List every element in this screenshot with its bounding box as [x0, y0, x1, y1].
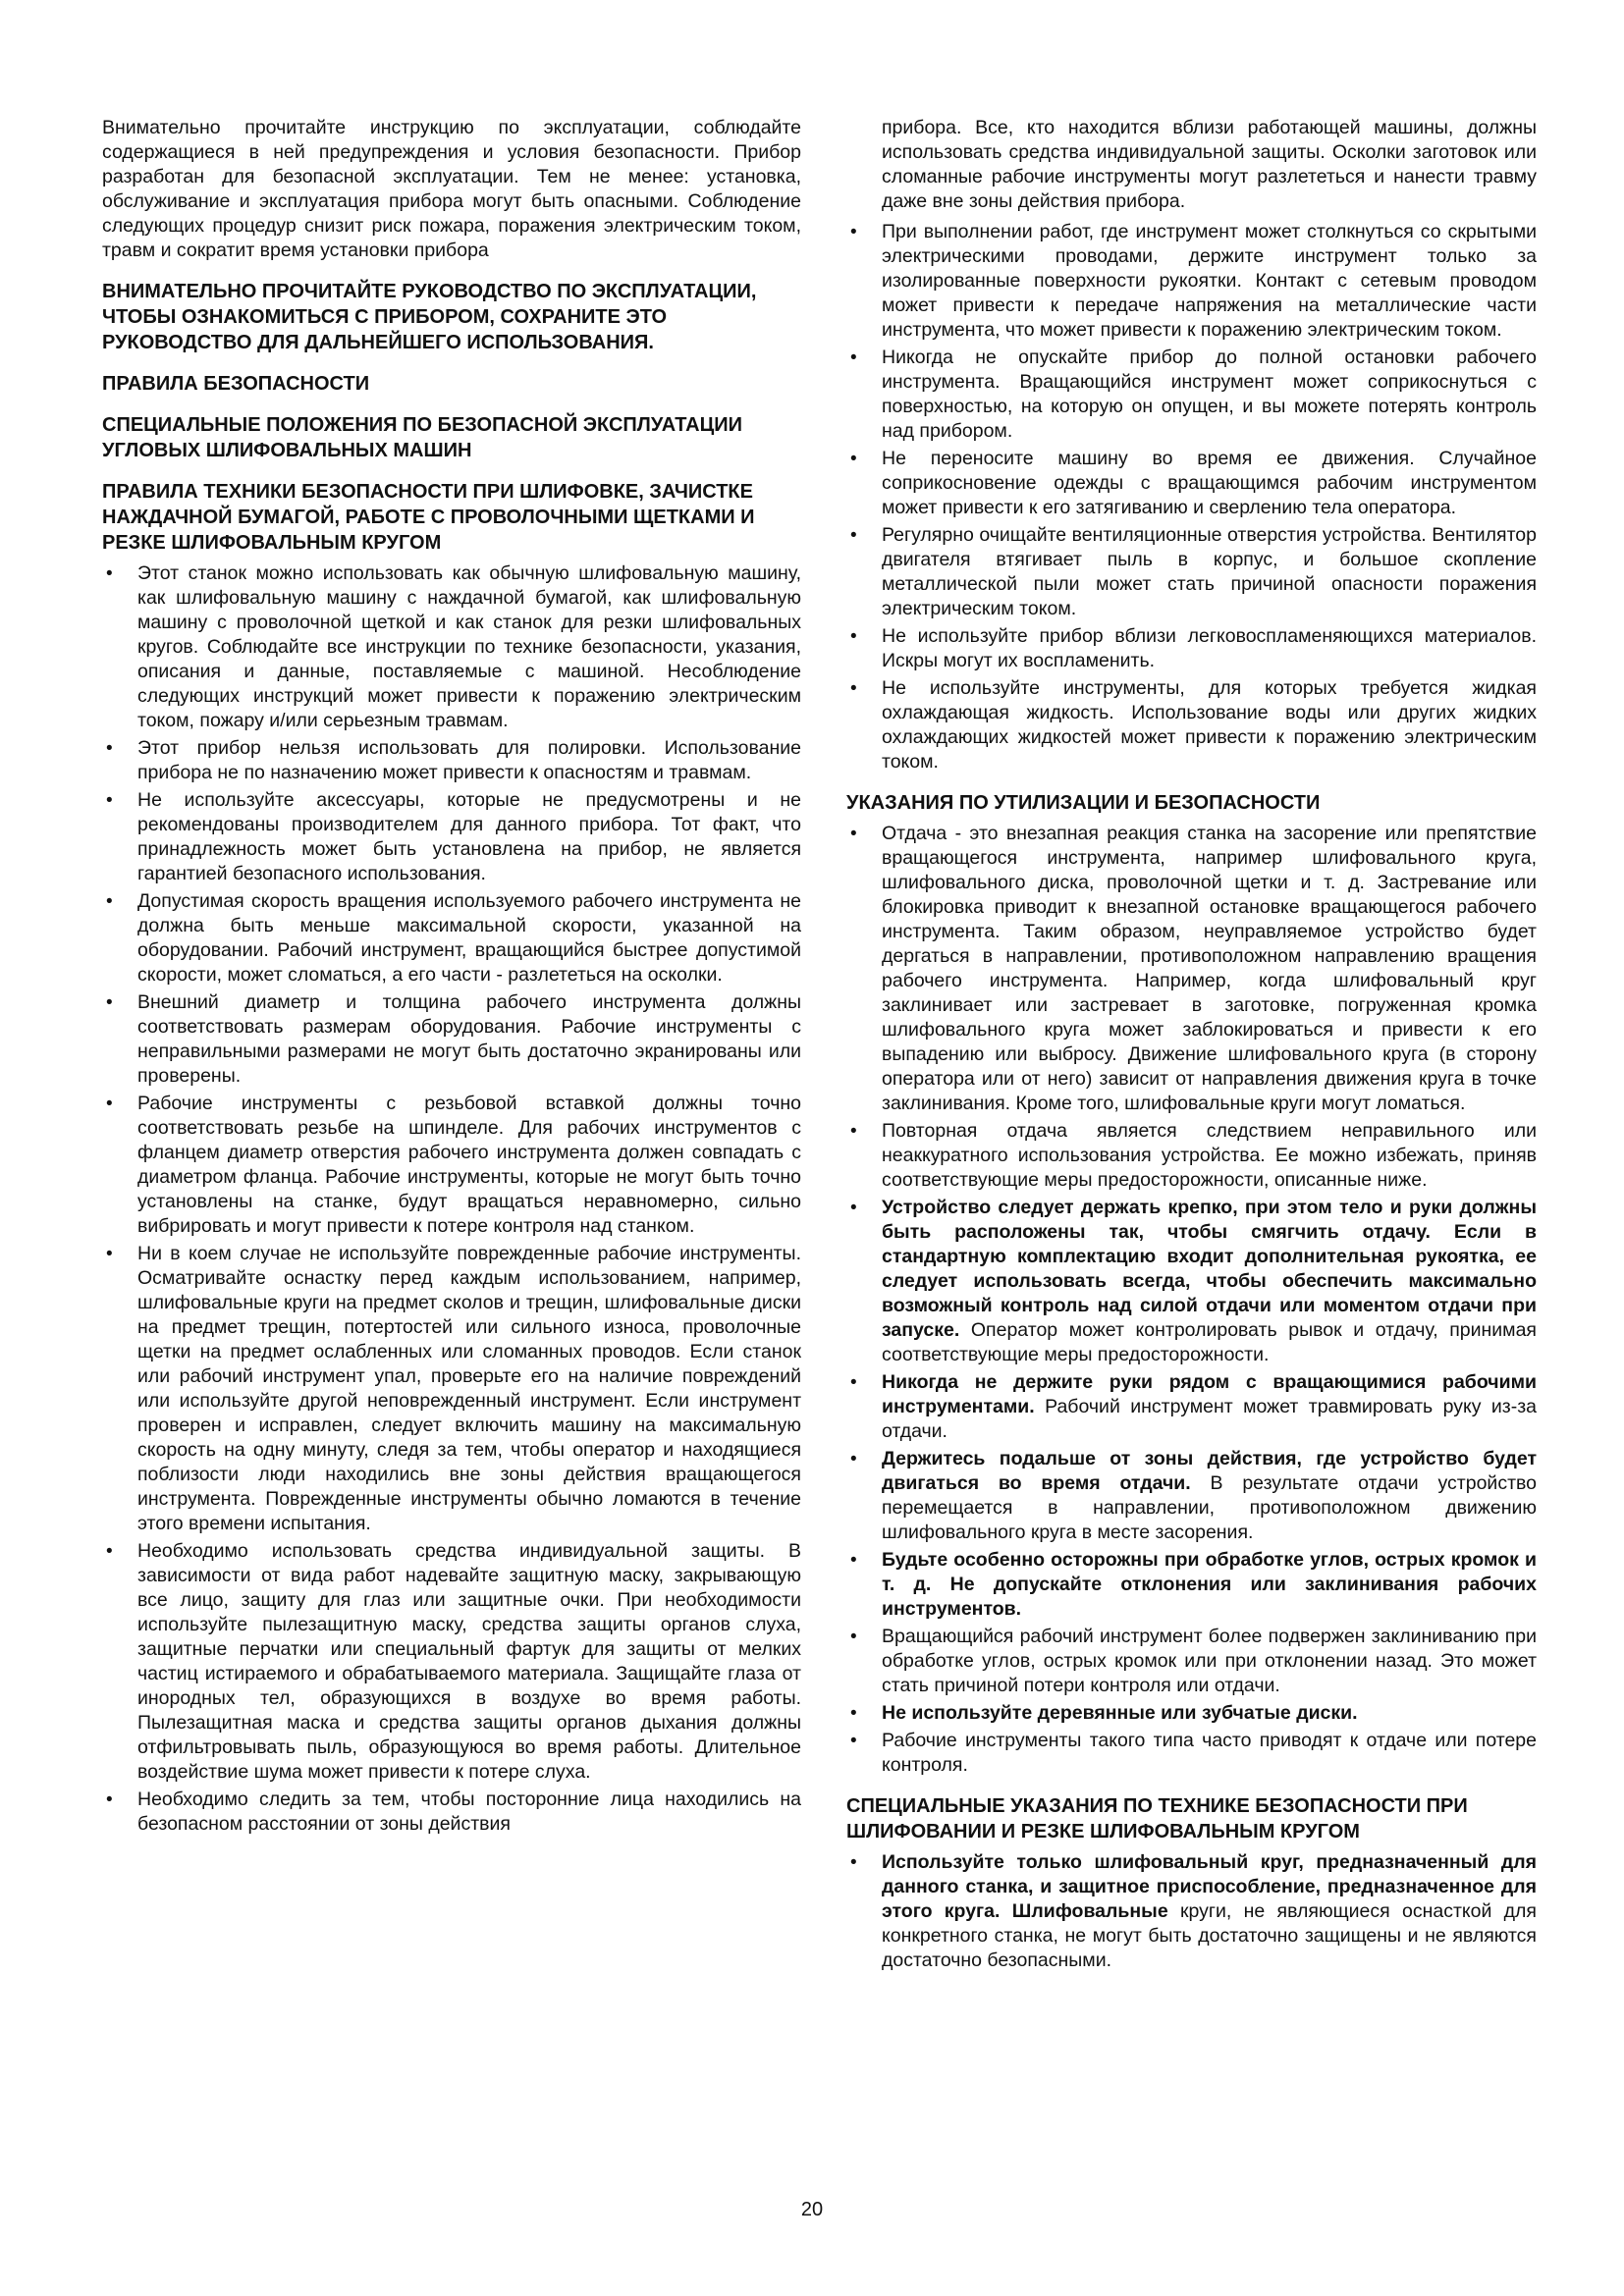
right-bullet-list-c	[846, 1850, 1537, 1973]
list-item: • Рабочие инструменты с резьбовой вставкой должны точно соответствовать резьбе на шпинделе. Для рабочих инструментов с фланцем диаметр отверстия рабочего инструмента должен совпадать с диаметром фланца. Рабочие инструменты, которые не могут быть точно установлены на станке, будут вращаться неравномерно, сильно вибрировать и могут привести к потере контроля над станком.	[102, 1092, 801, 1239]
list-item: • Не переносите машину во время ее движения. Случайное соприкосновение одежды с вращающимся рабочим инструментом может привести к его затягиванию и сверлению тела оператора.	[846, 447, 1537, 520]
list-item: • Этот станок можно использовать как обычную шлифовальную машину, как шлифовальную машину с наждачной бумагой, как шлифовальную машину с проволочной щеткой и как станок для резки шлифовальных кругов. Соблюдайте все инструкции по технике безопасности, указания, описания и данные, поставляемые с машиной. Несоблюдение следующих инструкций может привести к поражению электрическим током, пожару и/или серьезным травмам.	[102, 561, 801, 733]
list-item: • Не используйте инструменты, для которых требуется жидкая охлаждающая жидкость. Использование воды или других жидких охлаждающих жидкостей может привести к поражению электрическим током.	[846, 676, 1537, 774]
intro-paragraph: Внимательно прочитайте инструкцию по эксплуатации, соблюдайте содержащиеся в ней предупреждения и условия безопасности. Прибор разработан для безопасной эксплуатации. Тем не менее: установка, обслуживание и эксплуатация прибора могут быть опасными. Соблюдение следующих процедур снизит риск пожара, поражения электрическим током, травм и сократит время установки прибора	[102, 117, 801, 261]
list-item: • Не используйте аксессуары, которые не предусмотрены и не рекомендованы производителем для данного прибора. Тот факт, что принадлежность может быть установлена на прибор, не является гарантией безопасного использования.	[102, 788, 801, 886]
bold-text: Используйте только шлифовальный круг, предназначенный для данного станка, и защитное приспособление, предназначенное для этого круга. Шлифовальные	[882, 1851, 1537, 1922]
bold-text: Держитесь подальше от зоны действия, где устройство будет двигаться во время отдачи.	[882, 1448, 1537, 1494]
normal-text: В результате отдачи устройство перемещается в направлении, противоположном движению шлифовального круга в месте засорения.	[882, 1472, 1537, 1543]
list-item: • Необходимо использовать средства индивидуальной защиты. В зависимости от вида работ надевайте защитную маску, закрывающую все лицо, защиту для глаз или защитные очки. При необходимости используйте пылезащитную маску, средства защиты органов слуха, защитные перчатки или специальный фартук для защиты от мелких частиц истираемого и обрабатываемого материала. Защищайте глаза от инородных тел, образующихся в воздухе во время работы. Пылезащитная маска и средства защиты органов дыхания должны отфильтровывать пыль, образующуюся во время работы. Длительное воздействие шума может привести к потере слуха.	[102, 1539, 801, 1785]
continuation-paragraph: прибора. Все, кто находится вблизи работающей машины, должны использовать средства индивидуальной защиты. Осколки заготовок или сломанные рабочие инструменты могут разлететься и нанести травму даже вне зоны действия прибора.	[882, 117, 1537, 212]
left-bullet-list	[102, 561, 801, 1837]
normal-text: Рабочий инструмент может травмировать руку из-за отдачи.	[882, 1396, 1537, 1442]
list-item: • Ни в коем случае не используйте поврежденные рабочие инструменты. Осматривайте оснастку перед каждым использованием, например, шлифовальные круги на предмет сколов и трещин, шлифовальные диски на предмет трещин, потертостей или сильного износа, проволочные щетки на предмет ослабленных или сломанных проводов. Если станок или рабочий инструмент упал, проверьте его на наличие повреждений или используйте другой неповрежденный инструмент. Если инструмент проверен и исправлен, следует включить машину на максимальную скорость на одну минуту, следя за тем, чтобы оператор и находящиеся поблизости люди находились вне зоны действия вращающегося инструмента. Поврежденные инструменты обычно ломаются в течение этого времени испытания.	[102, 1242, 801, 1536]
list-item: • При выполнении работ, где инструмент может столкнуться со скрытыми электрическими проводами, держите инструмент только за изолированные поверхности рукоятки. Контакт с сетевым проводом может привести к передаче напряжения на металлические части инструмента, что может привести к поражению электрическим током.	[846, 220, 1537, 343]
list-item: • Повторная отдача является следствием неправильного или неаккуратного использования устройства. Ее можно избежать, приняв соответствующие меры предосторожности, описанные ниже.	[846, 1119, 1537, 1193]
list-item: • Вращающийся рабочий инструмент более подвержен заклиниванию при обработке углов, острых кромок или при отклонении назад. Это может стать причиной потери контроля или отдачи.	[846, 1625, 1537, 1698]
list-item	[846, 1701, 1537, 1726]
left-column	[102, 116, 801, 1840]
bold-text: Никогда не держите руки рядом с вращающимися рабочими инструментами.	[882, 1371, 1537, 1417]
page-number: 20	[800, 2199, 824, 2220]
list-item: • Регулярно очищайте вентиляционные отверстия устройства. Вентилятор двигателя втягивает пыль в корпус, и большое скопление металлической пыли может стать причиной опасности поражения электрическим током.	[846, 523, 1537, 621]
normal-text: Оператор может контролировать рывок и отдачу, принимая соответствующие меры предосторожности.	[882, 1319, 1537, 1365]
normal-text: круги, не являющиеся оснасткой для конкретного станка, не могут быть достаточно защищены и не являются достаточно безопасными.	[882, 1900, 1537, 1971]
list-item: • Никогда не опускайте прибор до полной остановки рабочего инструмента. Вращающийся инструмент может соприкоснуться с поверхностью, на которую он опущен, и вы можете потерять контроль над прибором.	[846, 346, 1537, 444]
right-bullet-list-b	[846, 822, 1537, 1778]
list-item	[846, 1370, 1537, 1444]
list-item	[846, 1447, 1537, 1545]
heading-special-provisions: СПЕЦИАЛЬНЫЕ ПОЛОЖЕНИЯ ПО БЕЗОПАСНОЙ ЭКСПЛУАТАЦИИ УГЛОВЫХ ШЛИФОВАЛЬНЫХ МАШИН	[102, 414, 742, 461]
list-item	[846, 1548, 1537, 1622]
list-item: • Допустимая скорость вращения используемого рабочего инструмента не должна быть меньше максимальной скорости, указанной на оборудовании. Рабочий инструмент, вращающийся быстрее допустимой скорости, может сломаться, а его части - разлететься на осколки.	[102, 889, 801, 988]
list-item: • Отдача - это внезапная реакция станка на засорение или препятствие вращающегося инструмента, например шлифовального круга, шлифовального диска, проволочной щетки и т. д. Застревание или блокировка приводит к внезапной остановке вращающегося рабочего инструмента. Таким образом, неуправляемое устройство будет дергаться в направлении, противоположном направлению вращения рабочего инструмента. Например, когда шлифовальный круг заклинивает или застревает в заготовке, погруженная кромка шлифовального круга может заблокироваться и привести к его выпадению или выбросу. Движение шлифовального круга (в сторону оператора или от него) зависит от направления движения круга в точке заклинивания. Кроме того, шлифовальные круги могут ломаться.	[846, 822, 1537, 1116]
list-item: • Необходимо следить за тем, чтобы посторонние лица находились на безопасном расстоянии от зоны действия	[102, 1788, 801, 1837]
list-item: • Не используйте прибор вблизи легковоспламеняющихся материалов. Искры могут их воспламенить.	[846, 624, 1537, 673]
heading-kickback: УКАЗАНИЯ ПО УТИЛИЗАЦИИ И БЕЗОПАСНОСТИ	[846, 792, 1321, 814]
heading-safety-rules: ПРАВИЛА БЕЗОПАСНОСТИ	[102, 373, 370, 395]
bold-text: Будьте особенно осторожны при обработке углов, острых кромок и т. д. Не допускайте отклонения или заклинивания рабочих инструментов.	[882, 1549, 1537, 1620]
bold-text: Устройство следует держать крепко, при этом тело и руки должны быть расположены так, чтобы смягчить отдачу. Если в стандартную комплектацию входит дополнительная рукоятка, ее следует использовать всегда, чтобы обеспечить максимально возможный контроль над силой отдачи или моментом отдачи при запуске.	[882, 1197, 1537, 1341]
right-bullet-list-a	[846, 220, 1537, 774]
list-item: • Этот прибор нельзя использовать для полировки. Использование прибора не по назначению может привести к опасностям и травмам.	[102, 736, 801, 785]
list-item	[846, 1850, 1537, 1973]
right-column	[846, 116, 1537, 1976]
list-item: • Рабочие инструменты такого типа часто приводят к отдаче или потере контроля.	[846, 1729, 1537, 1778]
bold-text: Не используйте деревянные или зубчатые диски.	[882, 1702, 1358, 1724]
list-item	[846, 1196, 1537, 1367]
heading-cutting-wheel: СПЕЦИАЛЬНЫЕ УКАЗАНИЯ ПО ТЕХНИКЕ БЕЗОПАСНОСТИ ПРИ ШЛИФОВАНИИ И РЕЗКЕ ШЛИФОВАЛЬНЫМ КРУГОМ	[846, 1795, 1468, 1842]
heading-grinding-rules: ПРАВИЛА ТЕХНИКИ БЕЗОПАСНОСТИ ПРИ ШЛИФОВКЕ, ЗАЧИСТКЕ НАЖДАЧНОЙ БУМАГОЙ, РАБОТЕ С ПРОВОЛОЧНЫМИ ЩЕТКАМИ И РЕЗКЕ ШЛИФОВАЛЬНЫМ КРУГОМ	[102, 481, 755, 554]
list-item: • Внешний диаметр и толщина рабочего инструмента должны соответствовать размерам оборудования. Рабочие инструменты с неправильными размерами не могут быть достаточно экранированы или проверены.	[102, 990, 801, 1089]
heading-read-manual: ВНИМАТЕЛЬНО ПРОЧИТАЙТЕ РУКОВОДСТВО ПО ЭКСПЛУАТАЦИИ, ЧТОБЫ ОЗНАКОМИТЬСЯ С ПРИБОРОМ, СОХРАНИТЕ ЭТО РУКОВОДСТВО ДЛЯ ДАЛЬНЕЙШЕГО ИСПОЛЬЗОВАНИЯ.	[102, 281, 757, 353]
